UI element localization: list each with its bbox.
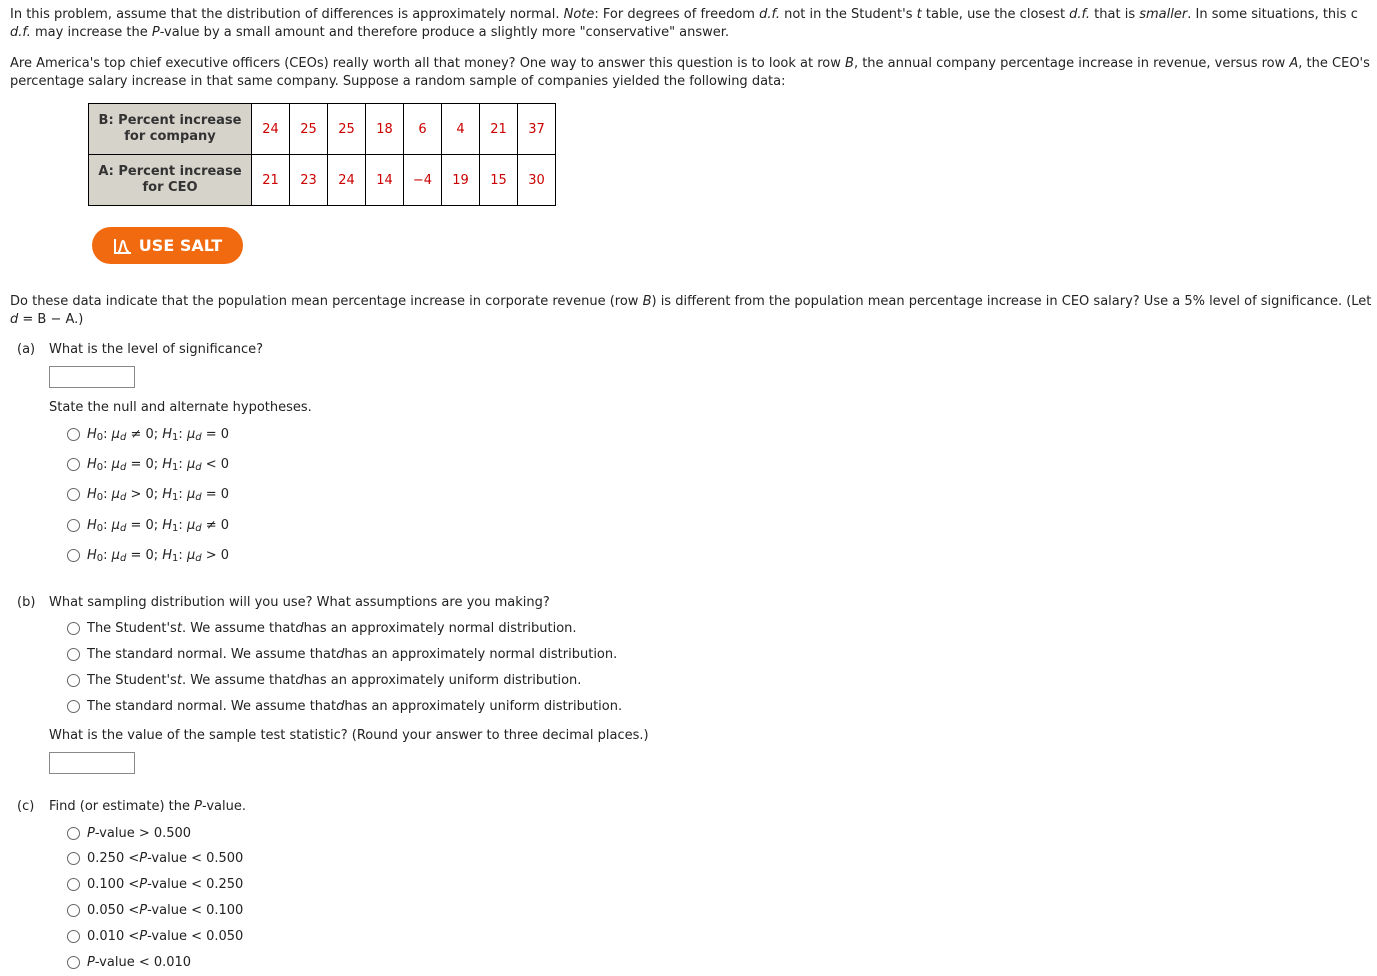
p-value-option[interactable]: 0.010 < P -value < 0.050 [67, 927, 243, 945]
p-value-option[interactable]: 0.100 < P -value < 0.250 [67, 875, 243, 893]
table-cell: 37 [518, 104, 556, 155]
table-cell: 30 [518, 155, 556, 206]
hypothesis-option[interactable]: H 0 : μ d = 0 ; H 1 : μ d < 0 [67, 455, 229, 473]
radio-button[interactable] [67, 622, 80, 635]
radio-button[interactable] [67, 458, 80, 471]
radio-button[interactable] [67, 700, 80, 713]
p-value-option[interactable]: P -value < 0.010 [67, 953, 191, 971]
p-value-option[interactable]: P -value > 0.500 [67, 824, 191, 842]
use-salt-label: USE SALT [138, 236, 223, 255]
significance-input[interactable] [49, 366, 135, 388]
table-cell: 24 [252, 104, 290, 155]
radio-button[interactable] [67, 827, 80, 840]
table-cell: 18 [366, 104, 404, 155]
radio-button[interactable] [67, 674, 80, 687]
table-cell: 24 [328, 155, 366, 206]
table-cell: 23 [290, 155, 328, 206]
test-statistic-input[interactable] [49, 752, 135, 774]
table-cell: 15 [480, 155, 518, 206]
table-row-b [89, 104, 556, 155]
part-a-question: What is the level of significance? [49, 342, 264, 357]
table-cell: 25 [328, 104, 366, 155]
hypothesis-option[interactable]: H 0 : μ d > 0 ; H 1 : μ d = 0 [67, 485, 229, 503]
row-b-header: B: Percent increase for company [89, 104, 252, 155]
hypothesis-option[interactable]: H 0 : μ d = 0 ; H 1 : μ d > 0 [67, 546, 229, 564]
radio-button[interactable] [67, 428, 80, 441]
part-c-question: Find (or estimate) the P-value. [49, 799, 246, 814]
part-c-tag: (c) [17, 799, 35, 814]
part-b-tag: (b) [17, 595, 36, 610]
salt-chart-icon [113, 237, 133, 255]
part-b-question: What sampling distribution will you use? What assumptions are you making? [49, 595, 550, 610]
p-value-option[interactable]: 0.050 < P -value < 0.100 [67, 901, 243, 919]
table-cell: 6 [404, 104, 442, 155]
table-cell: 4 [442, 104, 480, 155]
radio-button[interactable] [67, 549, 80, 562]
problem-statement: Are America's top chief executive officers (CEOs) really worth all that money? One way to answer this question is to look at row B, the annual company percentage increase in revenue, versus row A, the CEO's percentage salary increase in that same company. Suppose a random sample of companies yielded the following data: [10, 56, 1370, 89]
radio-button[interactable] [67, 904, 80, 917]
table-cell: 14 [366, 155, 404, 206]
test-statistic-prompt: What is the value of the sample test statistic? (Round your answer to three decimal places.) [49, 728, 649, 743]
radio-button[interactable] [67, 648, 80, 661]
radio-button[interactable] [67, 519, 80, 532]
main-question: Do these data indicate that the population mean percentage increase in corporate revenue (row B) is different from the population mean percentage increase in CEO salary? Use a 5% level of significance. (Let d = B − A.) [10, 294, 1372, 327]
radio-button[interactable] [67, 852, 80, 865]
table-cell: 21 [252, 155, 290, 206]
radio-button[interactable] [67, 956, 80, 969]
radio-button[interactable] [67, 930, 80, 943]
intro-note: In this problem, assume that the distribution of differences is approximately normal. Note: For degrees of freedom d.f. not in the Student's t table, use the closest d.f. that is smaller. In some situations, this c d.f. may increase the P-value by a small amount and therefore produce a slightly more "conservative" answer. [10, 7, 1358, 40]
distribution-option[interactable]: The standard normal . We assume that d has an approximately normal distribution. [67, 645, 617, 663]
table-cell: 25 [290, 104, 328, 155]
distribution-option[interactable]: The Student's t . We assume that d has an approximately uniform distribution. [67, 671, 581, 689]
hypothesis-option[interactable]: H 0 : μ d = 0 ; H 1 : μ d ≠ 0 [67, 516, 229, 534]
radio-button[interactable] [67, 488, 80, 501]
radio-button[interactable] [67, 878, 80, 891]
row-a-header: A: Percent increase for CEO [89, 155, 252, 206]
table-row-a [89, 155, 556, 206]
hypothesis-option[interactable]: H 0 : μ d ≠ 0 ; H 1 : μ d = 0 [67, 425, 229, 443]
part-a-tag: (a) [17, 342, 36, 357]
distribution-option[interactable]: The Student's t . We assume that d has an approximately normal distribution. [67, 619, 577, 637]
hypotheses-prompt: State the null and alternate hypotheses. [49, 400, 312, 415]
table-cell: −4 [404, 155, 442, 206]
use-salt-button[interactable] [92, 227, 243, 264]
data-table [88, 103, 556, 206]
table-cell: 21 [480, 104, 518, 155]
p-value-option[interactable]: 0.250 < P -value < 0.500 [67, 849, 243, 867]
table-cell: 19 [442, 155, 480, 206]
distribution-option[interactable]: The standard normal . We assume that d has an approximately uniform distribution. [67, 697, 622, 715]
